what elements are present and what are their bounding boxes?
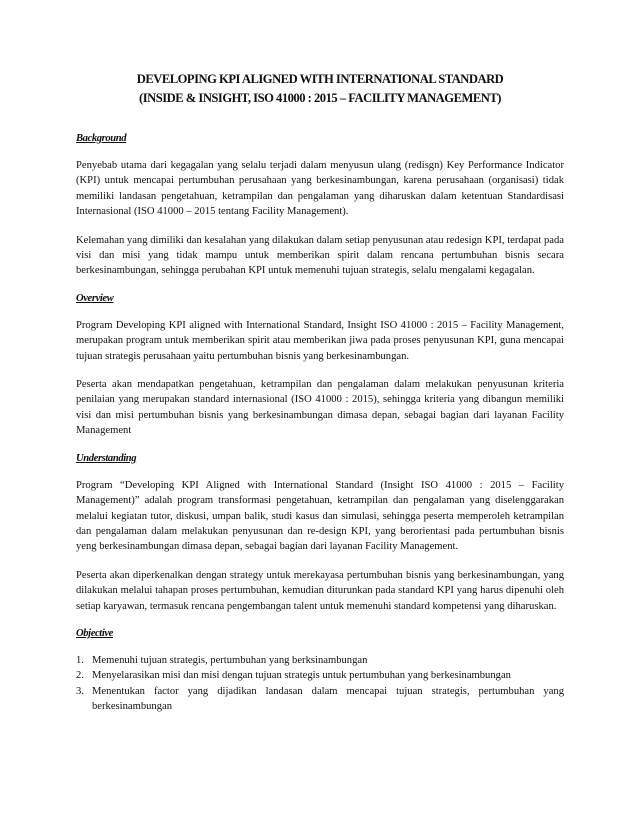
heading-understanding: Understanding: [76, 452, 137, 464]
list-item: [76, 653, 564, 668]
title-line-1: DEVELOPING KPI ALIGNED WITH INTERNATIONAL STANDARD: [136, 72, 504, 86]
list-item-text: Memenuhi tujuan strategis, pertumbuhan yang berksinambungan: [92, 654, 368, 666]
document-title: [76, 70, 564, 108]
understanding-paragraph-1: Program “Developing KPI Aligned with International Standard (Insight ISO 41000 : 2015 – Facility Management)” adalah program transformasi pengetahuan, ketrampilan dan pengalaman yang diselenggarakan melalui kegiatan tutor, diskusi, umpan balik, studi kasus dan simulasi, sehingga peserta memperoleh ketrampilan dan pengalaman dalam melakukan penyusunan dan re-design KPI, yang berorientasi pada pertumbuhan bisnis yeng berkesinambungan dimasa depan, sebagai bagian dari layanan Facility Management.: [76, 479, 564, 553]
list-item-number: 3.: [76, 685, 84, 697]
background-paragraph-1: Penyebab utama dari kegagalan yang selalu terjadi dalam menyusun ulang (redisgn) Key Performance Indicator (KPI) untuk mencapai pertumbuhan perusahaan yang berkesinambungan, karena perusahaan (organisasi) tidak memiliki landasan pengetahuan, ketrampilan dan pengalaman yang diharuskan dalam ketentuan Standardisasi Internasional (ISO 41000 – 2015 tentang Facility Management).: [76, 160, 564, 218]
heading-objective: Objective: [76, 627, 113, 639]
title-line-2: (INSIDE & INSIGHT, ISO 41000 : 2015 – FACILITY MANAGEMENT): [139, 91, 501, 105]
list-item: [76, 684, 564, 715]
heading-overview: Overview: [76, 292, 114, 304]
objective-list: [76, 653, 564, 715]
background-paragraph-2: Kelemahan yang dimiliki dan kesalahan yang dilakukan dalam setiap penyusunan atau redesign KPI, terdapat pada visi dan misi yang tidak mampu untuk memberikan spirit dalam rencana pertumbuhan bisnis secara berkesinambungan, sehingga perubahan KPI untuk memenuhi tujuan strategis, selalu mengalami kegagalan.: [76, 234, 564, 277]
overview-paragraph-1: Program Developing KPI aligned with International Standard, Insight ISO 41000 : 2015 – Facility Management, merupakan program untuk memberikan spirit atau memberikan jiwa pada proses penyusunan KPI, guna mencapai tujuan strategis perusahaan yaitu pertumbuhan bisnis yang berkesinambungan.: [76, 319, 564, 362]
heading-background: Background: [76, 133, 127, 144]
list-item-number: 2.: [76, 670, 84, 682]
list-item: [76, 668, 564, 683]
understanding-paragraph-2: Peserta akan diperkenalkan dengan strategy untuk merekayasa pertumbuhan bisnis yang berkesinambungan, yang dilakukan melalui tahapan proses pertumbuhan, kemudian diturunkan pada standard KPI yang harus dipenuhi oleh setiap karyawan, termasuk rencana pengembangan talent untuk memenuhi standard kompetensi yang diharuskan.: [76, 569, 564, 612]
overview-paragraph-2: Peserta akan mendapatkan pengetahuan, ketrampilan dan pengalaman dalam melakukan penyusunan kriteria penilaian yang merupakan standard internasional (ISO 41000 : 2015), sehingga kriteria yang dibangun memiliki visi dan misi pertumbuhan bisnis yang berkesinambungan dimasa depan, sebagai bagian dari layanan Facility Management: [76, 379, 564, 437]
list-item-number: 1.: [76, 654, 84, 666]
list-item-text: Menentukan factor yang dijadikan landasan dalam mencapai tujuan strategis, pertumbuhan yang berkesinambungan: [92, 685, 564, 713]
list-item-text: Menyelarasikan misi dan misi dengan tujuan strategis untuk pertumbuhan yang berkesinambungan: [92, 670, 511, 682]
